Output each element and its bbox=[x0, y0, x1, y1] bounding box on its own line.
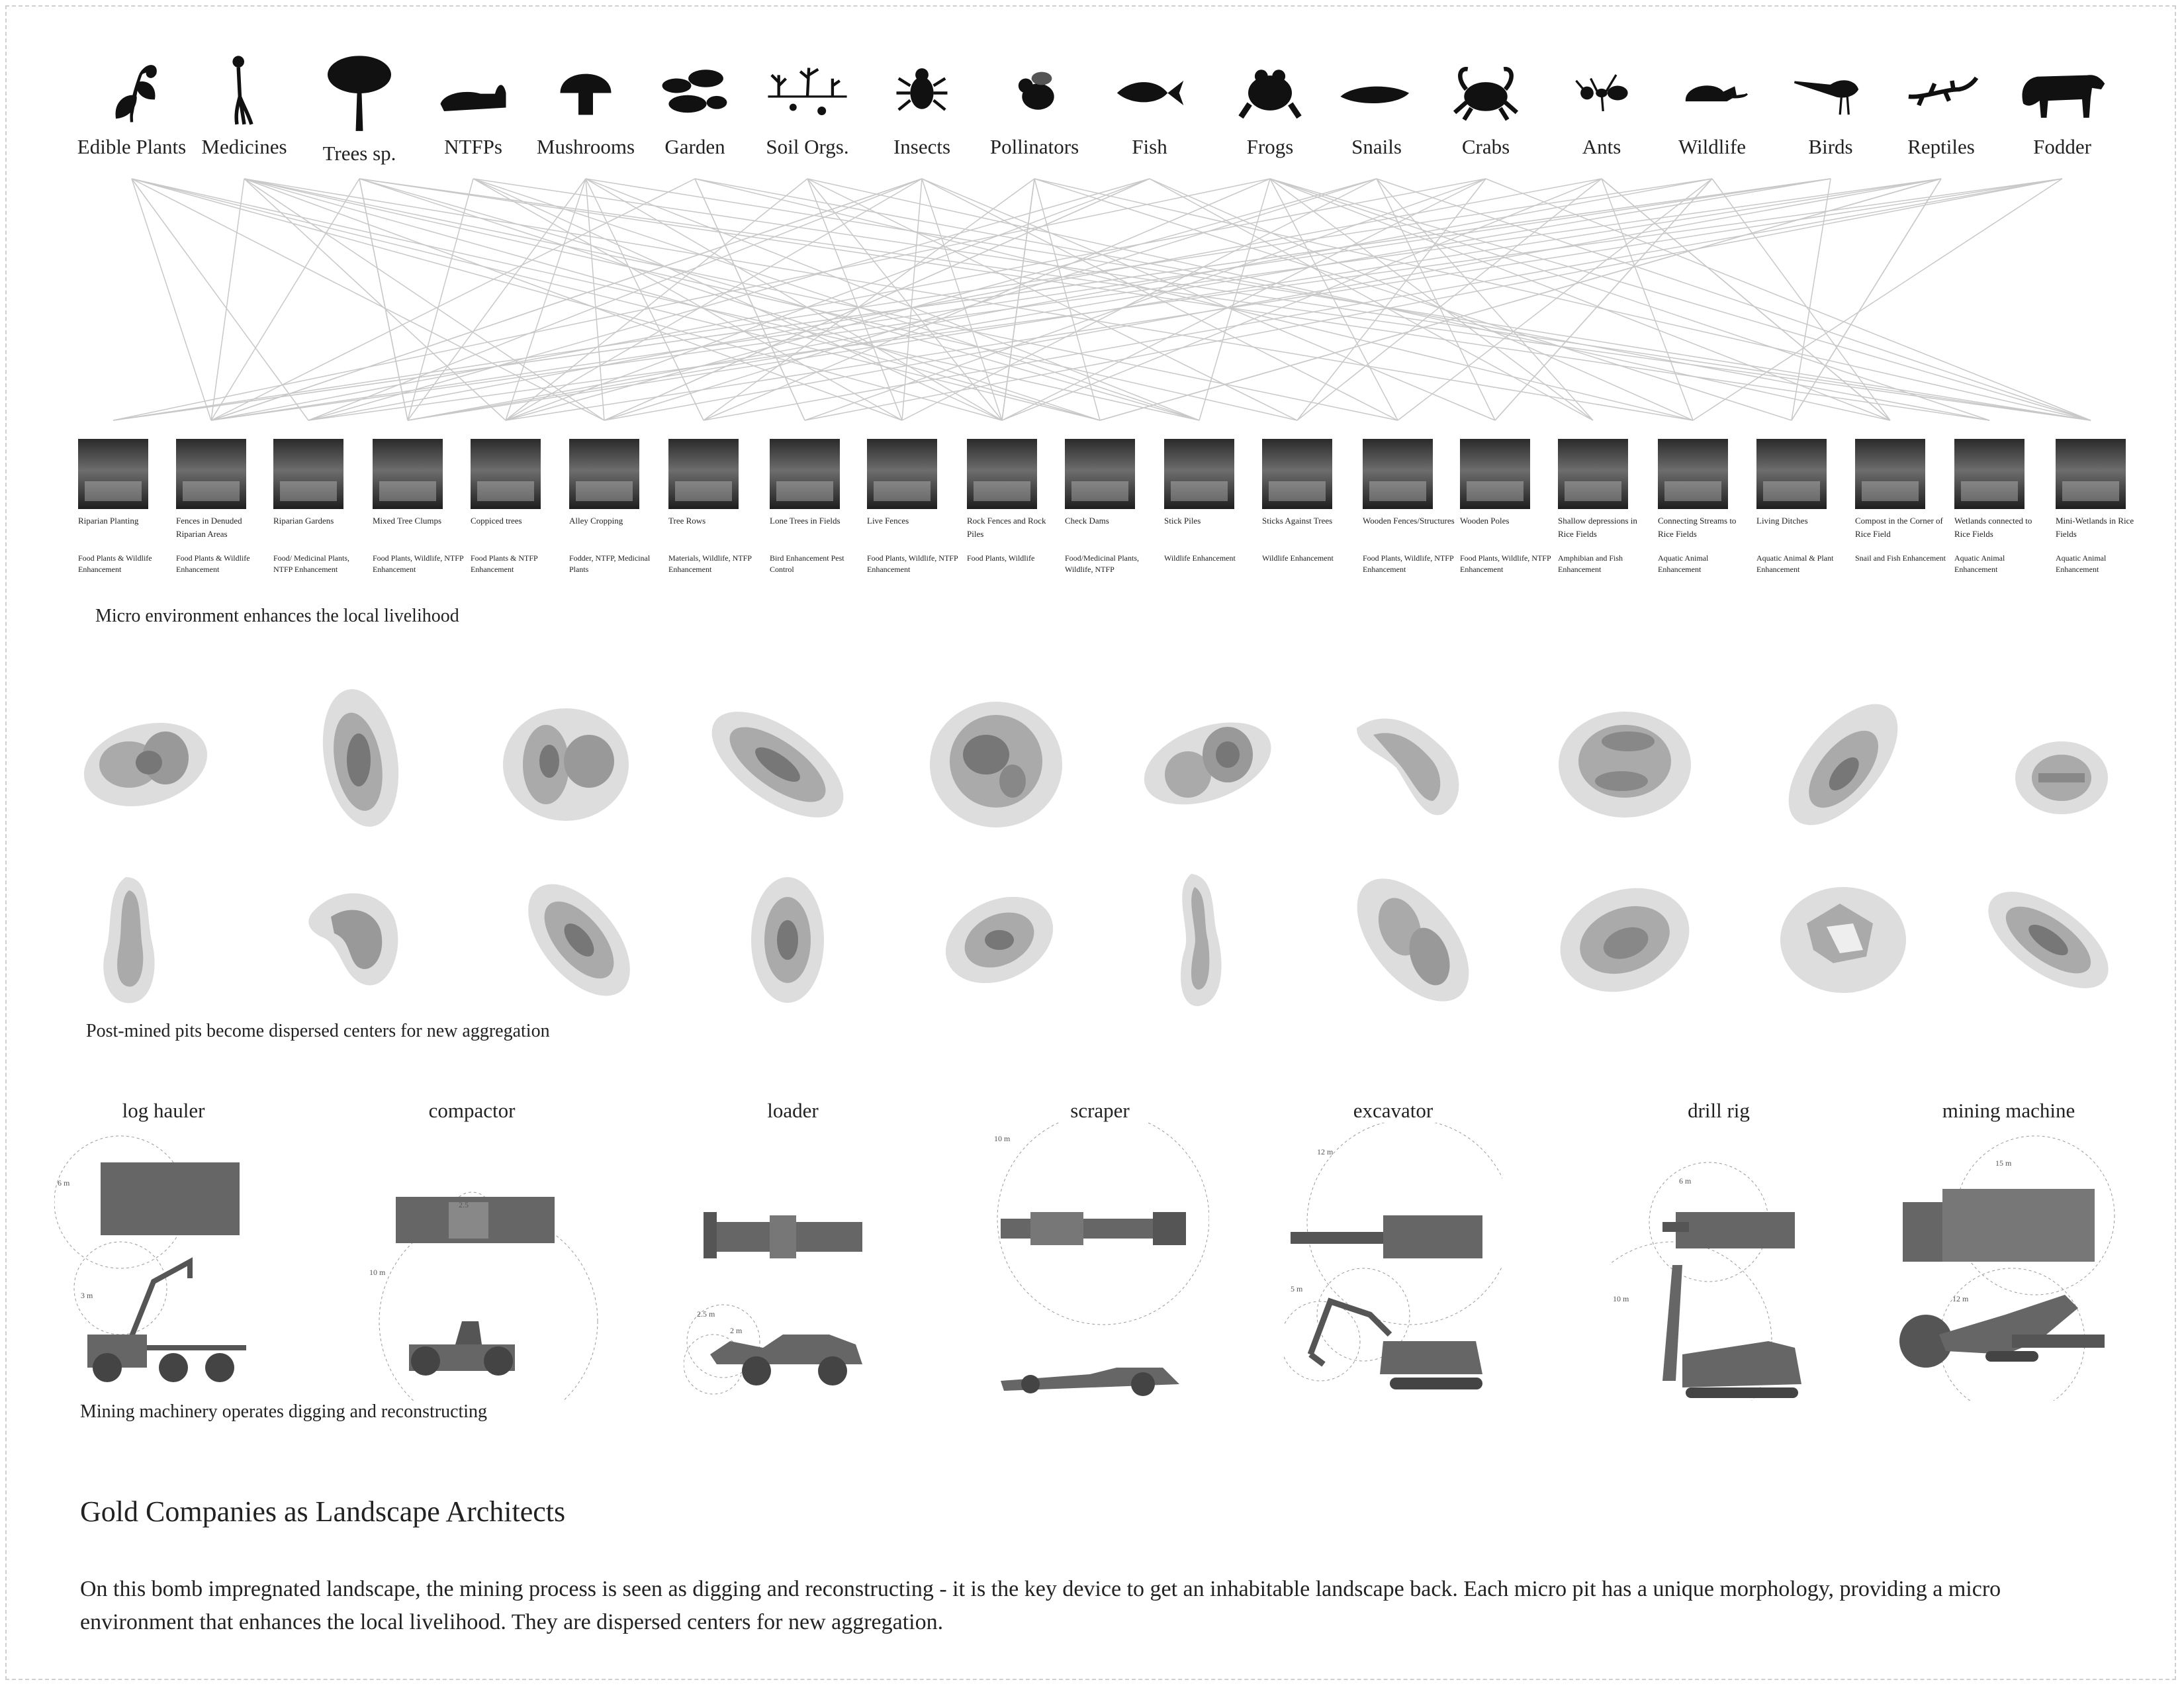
pit-diagram bbox=[69, 688, 222, 841]
micro-environment-photo bbox=[1460, 439, 1530, 509]
micro-environment-photo bbox=[373, 439, 443, 509]
species-label: Birds bbox=[1808, 135, 1853, 158]
micro-environment-use: Aquatic Animal Enhancement bbox=[2056, 553, 2107, 574]
species-label: NTFPs bbox=[444, 135, 502, 158]
connection-line bbox=[132, 179, 211, 420]
connection-line bbox=[586, 179, 1199, 420]
radius-label: 2.5 m bbox=[697, 1309, 715, 1319]
machine-label: scraper bbox=[1070, 1099, 1130, 1122]
radius-label: 10 m bbox=[994, 1134, 1011, 1143]
machine-label: mining machine bbox=[1942, 1099, 2075, 1122]
radius-label: 15 m bbox=[1995, 1158, 2012, 1168]
micro-environment-use: Aquatic Animal Enhancement bbox=[1954, 553, 2005, 574]
connection-line bbox=[1270, 179, 1989, 420]
machine-label: drill rig bbox=[1688, 1099, 1750, 1122]
micro-environment-title: Mini-Wetlands in Rice Fields bbox=[2056, 516, 2134, 539]
machine-label: compactor bbox=[428, 1099, 516, 1122]
machine-label: excavator bbox=[1353, 1099, 1433, 1122]
machine-mining-machine bbox=[1899, 1099, 2118, 1404]
micro-environment-use: Snail and Fish Enhancement bbox=[1855, 553, 1946, 563]
micro-environment-photo bbox=[770, 439, 840, 509]
excavator-icon bbox=[1284, 1123, 1502, 1401]
frog-icon bbox=[1234, 53, 1306, 126]
micro-environment-use: Food/ Medicinal Plants, NTFP Enhancement bbox=[273, 553, 349, 574]
machine-label: log hauler bbox=[122, 1099, 205, 1122]
micro-environment-photo bbox=[569, 439, 639, 509]
micro-environment-use: Food Plants, Wildlife bbox=[967, 553, 1035, 563]
species-label: Fodder bbox=[2033, 135, 2091, 158]
micro-environment-title: Connecting Streams to Rice Fields bbox=[1658, 516, 1737, 539]
soil-organism-icon bbox=[764, 53, 850, 126]
species-label: Snails bbox=[1351, 135, 1402, 158]
reptile-icon bbox=[1901, 53, 1981, 126]
micro-environment-title: Lone Trees in Fields bbox=[770, 516, 841, 526]
micro-environment-photo bbox=[471, 439, 541, 509]
bird-icon bbox=[1791, 53, 1870, 126]
connection-line bbox=[1002, 179, 1602, 420]
micro-environment-photo bbox=[1065, 439, 1135, 509]
micro-environment-item bbox=[668, 439, 764, 575]
machinery-caption: Mining machinery operates digging and reconstructing bbox=[80, 1401, 488, 1422]
connection-line bbox=[113, 179, 1270, 420]
page-title: Gold Companies as Landscape Architects bbox=[80, 1495, 566, 1528]
micro-environment-item bbox=[1065, 439, 1160, 575]
micro-environment-use: Aquatic Animal & Plant Enhancement bbox=[1756, 553, 1834, 574]
micro-environment-title: Shallow depressions in Rice Fields bbox=[1558, 516, 1637, 539]
micro-environment-use: Food Plants & NTFP Enhancement bbox=[471, 553, 538, 574]
radius-label: 12 m bbox=[1952, 1294, 1969, 1303]
micro-environment-item bbox=[1164, 439, 1259, 564]
micro-environment-photo bbox=[1954, 439, 2025, 509]
micro-environment-item bbox=[1658, 439, 1753, 575]
micro-environment-item bbox=[1460, 439, 1555, 575]
micro-environment-title: Wetlands connected to Rice Fields bbox=[1954, 516, 2032, 539]
micro-environment-use: Food/Medicinal Plants, Wildlife, NTFP bbox=[1065, 553, 1139, 574]
micro-environment-title: Living Ditches bbox=[1756, 516, 1808, 526]
micro-environment-item bbox=[1855, 439, 1950, 564]
pit-diagram bbox=[1972, 864, 2124, 1016]
micro-environment-use: Food Plants & Wildlife Enhancement bbox=[78, 553, 152, 574]
loader-icon bbox=[684, 1123, 902, 1401]
pit-diagram bbox=[1549, 864, 1701, 1016]
pit-diagram bbox=[285, 682, 437, 834]
species-label: Garden bbox=[664, 135, 725, 158]
micro-environment-item bbox=[78, 439, 173, 575]
pit-diagram bbox=[711, 864, 864, 1016]
micro-environment-title: Fences in Denuded Riparian Areas bbox=[176, 516, 242, 539]
micro-environment-use: Food Plants, Wildlife, NTFP Enhancement bbox=[867, 553, 958, 574]
pit-diagram bbox=[503, 864, 655, 1016]
connection-line bbox=[113, 179, 1712, 420]
pit-diagram bbox=[1767, 864, 1919, 1016]
micro-environment-photo bbox=[967, 439, 1037, 509]
connection-line bbox=[1377, 179, 2091, 420]
compactor-icon bbox=[363, 1123, 601, 1401]
micro-environment-use: Food Plants, Wildlife, NTFP Enhancement bbox=[373, 553, 464, 574]
radius-label: 6 m bbox=[58, 1178, 70, 1188]
species-label: Pollinators bbox=[989, 135, 1079, 158]
species-label: Crabs bbox=[1461, 135, 1510, 158]
micro-environment-photo bbox=[867, 439, 937, 509]
micro-environment-use: Amphibian and Fish Enhancement bbox=[1558, 553, 1623, 574]
connection-line bbox=[704, 179, 1034, 420]
micro-environment-item bbox=[471, 439, 566, 575]
micro-environment-item bbox=[770, 439, 865, 575]
connection-line bbox=[604, 179, 1150, 420]
species-label: Reptiles bbox=[1907, 135, 1975, 158]
ant-icon bbox=[1565, 53, 1638, 126]
micro-environment-title: Rock Fences and Rock Piles bbox=[967, 516, 1046, 539]
micro-environment-item bbox=[1756, 439, 1852, 575]
connection-line bbox=[132, 179, 1199, 420]
radius-label: 5 m bbox=[1291, 1284, 1303, 1293]
mushroom-icon bbox=[549, 53, 622, 126]
pit-diagram bbox=[1767, 688, 1919, 841]
machine-drill-rig bbox=[1610, 1099, 1828, 1404]
micro-environment-title: Mixed Tree Clumps bbox=[373, 516, 442, 526]
machine-log-hauler bbox=[54, 1099, 273, 1404]
micro-environment-use: Food Plants & Wildlife Enhancement bbox=[176, 553, 250, 574]
ntfp-icon bbox=[437, 53, 510, 126]
connection-line bbox=[211, 179, 244, 420]
micro-environment-item bbox=[373, 439, 468, 575]
micro-environment-item bbox=[569, 439, 664, 575]
connection-line bbox=[132, 179, 308, 420]
micro-environment-item bbox=[2056, 439, 2151, 575]
micro-environment-title: Tree Rows bbox=[668, 516, 706, 526]
micro-environment-title: Alley Cropping bbox=[569, 516, 623, 526]
micro-environment-use: Food Plants, Wildlife, NTFP Enhancement bbox=[1363, 553, 1454, 574]
micro-environment-title: Riparian Planting bbox=[78, 516, 139, 526]
micro-environment-use: Aquatic Animal Enhancement bbox=[1658, 553, 1709, 574]
machine-compactor bbox=[363, 1099, 581, 1404]
pit-diagram bbox=[1132, 864, 1284, 1016]
radius-label: 3 m bbox=[81, 1291, 93, 1300]
micro-environment-item bbox=[176, 439, 271, 575]
wildlife-icon bbox=[1676, 53, 1749, 126]
species-label: Soil Orgs. bbox=[766, 135, 849, 158]
radius-label: 10 m bbox=[1613, 1294, 1629, 1303]
pit-diagram bbox=[73, 864, 225, 1016]
pollinator-icon bbox=[998, 53, 1071, 126]
micro-environment-photo bbox=[176, 439, 246, 509]
micro-environment-title: Compost in the Corner of Rice Field bbox=[1855, 516, 1943, 539]
pit-diagram bbox=[1337, 864, 1489, 1016]
species-label: Ants bbox=[1582, 135, 1621, 158]
pit-diagram bbox=[920, 688, 1072, 841]
micro-environment-use: Wildlife Enhancement bbox=[1262, 553, 1334, 563]
micro-environment-title: Coppiced trees bbox=[471, 516, 522, 526]
species-label: Edible Plants bbox=[77, 135, 187, 158]
micro-environment-use: Wildlife Enhancement bbox=[1164, 553, 1236, 563]
connection-line bbox=[211, 179, 922, 420]
species-label: Medicines bbox=[201, 135, 287, 158]
micro-environment-photo bbox=[2056, 439, 2126, 509]
crab-icon bbox=[1446, 53, 1525, 126]
species-item bbox=[1989, 53, 2135, 159]
radius-label: 12 m bbox=[1317, 1147, 1334, 1156]
micro-environment-photo bbox=[273, 439, 343, 509]
micro-environment-item bbox=[867, 439, 962, 575]
machine-scraper bbox=[991, 1099, 1209, 1404]
pits-caption: Post-mined pits become dispersed centers for new aggregation bbox=[86, 1021, 550, 1041]
connection-line bbox=[1150, 179, 1693, 420]
micro-environment-title: Stick Piles bbox=[1164, 516, 1201, 526]
micro-environment-photo bbox=[1855, 439, 1925, 509]
species-label: Insects bbox=[893, 135, 951, 158]
pit-diagram bbox=[923, 864, 1075, 1016]
species-label: Wildlife bbox=[1678, 135, 1747, 158]
description: On this bomb impregnated landscape, the mining process is seen as digging and reconstructing - it is the key device to get an inhabitable landscape back. Each micro pit has a unique morphology, providing a micro environment that enhances the local livelihood. They are dispersed centers for new aggregation. bbox=[80, 1577, 2001, 1634]
pit-diagram bbox=[1549, 688, 1701, 841]
species-label: Mushrooms bbox=[536, 135, 635, 158]
edible-plant-icon bbox=[95, 53, 168, 126]
drill-rig-icon bbox=[1610, 1123, 1828, 1401]
garden-icon bbox=[659, 53, 731, 126]
snail-icon bbox=[1337, 53, 1416, 126]
machine-loader bbox=[684, 1099, 902, 1404]
micro-environment-photo bbox=[1164, 439, 1234, 509]
pit-diagram bbox=[288, 864, 440, 1016]
scraper-icon bbox=[991, 1123, 1209, 1401]
micro-environment-use: Food Plants, Wildlife, NTFP Enhancement bbox=[1460, 553, 1551, 574]
micro-environment-use: Materials, Wildlife, NTFP Enhancement bbox=[668, 553, 752, 574]
micro-environment-use: Fodder, NTFP, Medicinal Plants bbox=[569, 553, 651, 574]
machine-excavator bbox=[1284, 1099, 1502, 1404]
micro-environment-item bbox=[1262, 439, 1357, 564]
radius-label: 2.5 bbox=[459, 1200, 469, 1209]
micro-environment-photo bbox=[1558, 439, 1628, 509]
micro-environment-title: Wooden Poles bbox=[1460, 516, 1510, 526]
micro-environment-photo bbox=[1756, 439, 1827, 509]
pit-diagram bbox=[1128, 688, 1281, 841]
micro-environment-photo bbox=[668, 439, 739, 509]
micro-environment-title: Live Fences bbox=[867, 516, 909, 526]
radius-label: 6 m bbox=[1679, 1176, 1692, 1186]
pit-diagram bbox=[702, 688, 854, 841]
tree-icon bbox=[323, 53, 396, 132]
species-label: Trees sp. bbox=[322, 142, 396, 165]
medicine-plant-icon bbox=[208, 53, 281, 126]
connection-line bbox=[506, 179, 807, 420]
micro-environment-title: Sticks Against Trees bbox=[1262, 516, 1333, 526]
micro-environment-item bbox=[273, 439, 369, 575]
micro-environment-item bbox=[1558, 439, 1653, 575]
log-hauler-icon bbox=[54, 1123, 273, 1401]
pit-diagram bbox=[1343, 688, 1496, 841]
radius-label: 10 m bbox=[369, 1268, 386, 1277]
micro-environment-photo bbox=[78, 439, 148, 509]
micro-environment-photo bbox=[1262, 439, 1332, 509]
micro-environment-title: Riparian Gardens bbox=[273, 516, 334, 526]
pit-morphology-grid bbox=[0, 675, 2184, 1019]
mining-machine-icon bbox=[1899, 1123, 2118, 1401]
fish-icon bbox=[1110, 53, 1189, 126]
insect-icon bbox=[886, 53, 958, 126]
micro-environment-item bbox=[967, 439, 1062, 564]
connection-line bbox=[1150, 179, 1593, 420]
micro-environment-caption: Micro environment enhances the local livelihood bbox=[95, 606, 459, 626]
cow-icon bbox=[2013, 53, 2112, 126]
micro-environment-photo bbox=[1658, 439, 1728, 509]
species-label: Frogs bbox=[1246, 135, 1294, 158]
micro-environment-item bbox=[1363, 439, 1458, 575]
connection-line bbox=[408, 179, 1941, 420]
radius-label: 2 m bbox=[730, 1326, 743, 1335]
species-row bbox=[0, 53, 2184, 185]
micro-environment-photo bbox=[1363, 439, 1433, 509]
micro-environment-item bbox=[1954, 439, 2050, 575]
connection-line bbox=[1693, 179, 2062, 420]
pit-diagram bbox=[1985, 702, 2138, 854]
connection-line bbox=[604, 179, 1941, 420]
micro-environment-title: Wooden Fences/Structures bbox=[1363, 516, 1455, 526]
micro-environment-title: Check Dams bbox=[1065, 516, 1109, 526]
connection-line bbox=[1398, 179, 1712, 420]
species-label: Fish bbox=[1132, 135, 1167, 158]
micro-environment-use: Bird Enhancement Pest Control bbox=[770, 553, 844, 574]
pit-diagram bbox=[490, 688, 642, 841]
connection-line bbox=[586, 179, 2091, 420]
machine-label: loader bbox=[767, 1099, 819, 1122]
